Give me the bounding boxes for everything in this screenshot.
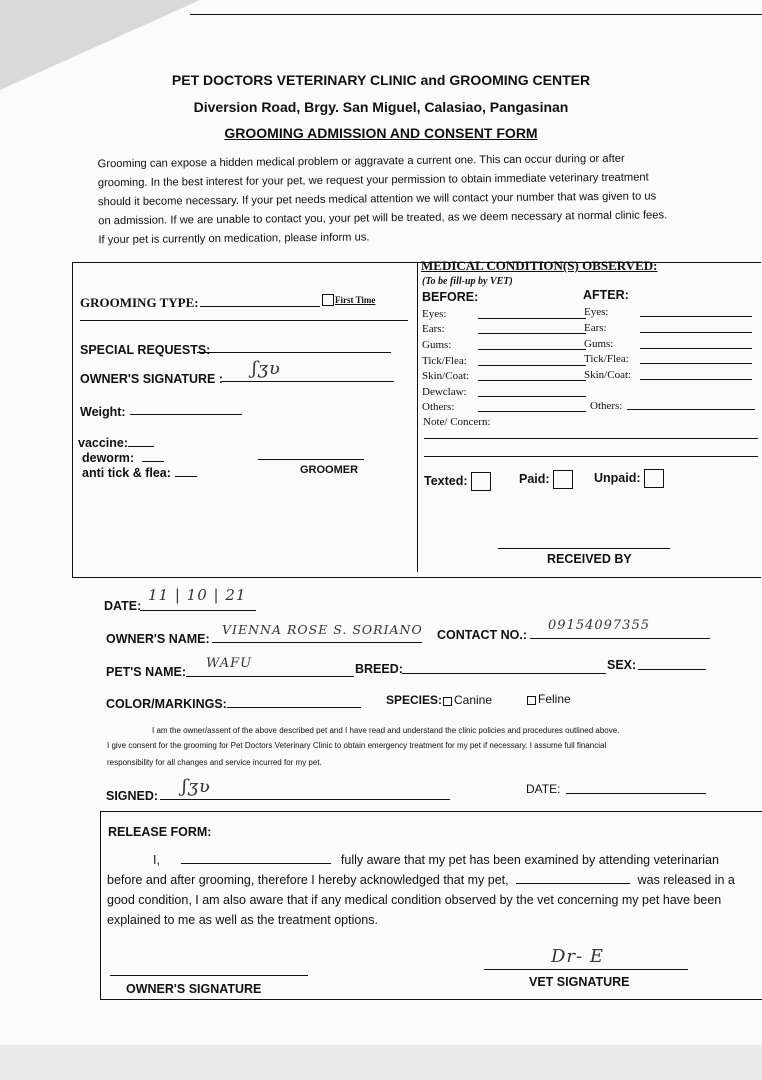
after-item-field[interactable] [640,316,752,317]
before-item-label: Eyes: [422,308,447,320]
vet-signature-mark: Dr- E [551,946,604,967]
release-owner-signature-label: OWNER'S SIGNATURE [126,982,262,996]
intro-line: on admission. If we are unable to contact you, your pet will be treated, as we deem necessary at normal clinic fees. [98,209,668,228]
before-item-field[interactable] [478,349,586,350]
date-field[interactable] [140,610,256,611]
before-item-label: Ears: [422,323,445,335]
contact-label: CONTACT NO.: [437,628,528,642]
date-label: DATE: [104,599,142,613]
release-paragraph [107,850,760,930]
contact-value: 09154097355 [548,618,650,633]
after-item-label: Eyes: [584,306,609,318]
received-by-label: RECEIVED BY [547,552,632,566]
pet-name-label: PET'S NAME: [106,665,187,679]
form-title: GROOMING ADMISSION AND CONSENT FORM [224,125,538,141]
signed-mark: ʃʒʋ [182,776,211,797]
paid-checkbox[interactable] [553,470,573,489]
anti-tick-label: anti tick & flea: [82,466,171,480]
owner-signature-mark: ʃʒʋ [252,358,281,379]
breed-field[interactable] [402,673,606,674]
anti-tick-field[interactable] [175,476,197,477]
grooming-type-extra-line[interactable] [80,320,408,321]
texted-field [424,472,491,491]
feline-label: Feline [538,692,571,706]
release-title: RELEASE FORM: [108,825,212,839]
note-label: Note/ Concern: [423,416,491,428]
after-item-field[interactable] [640,348,752,349]
before-item-field[interactable] [478,396,586,397]
release-text-b: before and after grooming, therefore I hereby acknowledged that my pet, [107,873,509,887]
clinic-address: Diversion Road, Brgy. San Miguel, Calasiao, Pangasinan [193,99,569,115]
medical-title: MEDICAL CONDITION(S) OBSERVED: [421,258,658,273]
clinic-name: PET DOCTORS VETERINARY CLINIC and GROOMING CENTER [171,72,591,88]
grooming-type-field[interactable] [200,306,320,307]
after-item-label: Tick/Flea: [584,353,629,365]
signed-field[interactable] [160,799,450,800]
received-by-line[interactable] [498,548,670,549]
sex-label: SEX: [607,658,637,672]
signed-label: SIGNED: [106,789,159,803]
grooming-type-label: GROOMING TYPE: [80,295,199,310]
after-item-field[interactable] [640,332,752,333]
release-text-a: fully aware that my pet has been examined by attending veterinarian [340,853,719,867]
vet-signature-label: VET SIGNATURE [529,975,630,989]
unpaid-checkbox[interactable] [644,469,664,488]
before-item-field[interactable] [478,411,586,412]
special-requests-field[interactable] [197,352,391,353]
intro-paragraph [98,149,719,250]
release-line [107,870,760,890]
owner-name-field[interactable] [212,642,422,643]
before-item-label: Skin/Coat: [422,370,470,382]
deworm-label: deworm: [82,451,135,465]
color-markings-field[interactable] [227,707,361,708]
release-line [107,850,760,870]
canine-checkbox[interactable] [443,697,452,706]
texted-checkbox[interactable] [471,472,491,491]
note-line-1[interactable] [424,438,758,439]
release-line: good condition, I am also aware that if any medical condition observed by the vet concerning my pet have been [107,893,722,907]
date-value: 11 | 10 | 21 [148,586,247,604]
consent-line-3: responsibility for all changes and service incurred for my pet. [107,758,322,767]
after-item-field[interactable] [640,363,752,364]
release-line: explained to me as well as the treatment options. [107,913,378,927]
intro-line: should it become necessary. If your pet needs medical attention we will contact your number that was given to us [97,190,657,209]
before-label: BEFORE: [422,290,479,304]
first-time-label: First Time [335,295,376,305]
after-item-label: Skin/Coat: [584,369,632,381]
column-divider [417,262,418,572]
before-item-field[interactable] [478,318,586,319]
groomer-signature-line[interactable] [258,459,364,460]
before-item-label: Gums: [422,339,452,351]
after-item-label: Gums: [584,338,614,350]
paid-field [519,470,573,489]
owner-signature-field[interactable] [222,381,394,382]
sex-field[interactable] [638,669,706,670]
vaccine-label: vaccine: [78,436,129,450]
species-label: SPECIES: [386,693,443,707]
before-item-label: Others: [422,401,455,413]
before-item-label: Dewclaw: [422,386,467,398]
unpaid-label: Unpaid: [594,470,641,485]
before-item-field[interactable] [478,380,586,381]
vet-signature-line[interactable] [484,969,688,970]
owner-name-value: VIENNA ROSE S. SORIANO [222,622,423,637]
contact-field[interactable] [530,638,710,639]
release-i-label: I, [153,853,160,867]
pet-name-value: WAFU [206,656,253,671]
vaccine-field[interactable] [128,446,154,447]
before-item-field[interactable] [478,333,586,334]
release-name-field[interactable] [181,850,331,864]
consent-date-label: DATE: [526,782,561,796]
paid-label: Paid: [519,471,550,486]
after-item-field[interactable] [640,379,752,380]
weight-label: Weight: [80,405,126,419]
note-line-2[interactable] [424,456,758,457]
before-item-field[interactable] [478,365,586,366]
intro-line: Grooming can expose a hidden medical problem or aggravate a current one. This can occur during or after [97,152,625,171]
after-others-field[interactable] [627,409,755,410]
intro-line: If your pet is currently on medication, please inform us. [98,231,370,247]
after-label: AFTER: [583,288,629,302]
top-edge-rule [190,14,762,15]
owner-signature-line[interactable] [110,975,308,976]
release-text-c: was released in a [637,873,735,887]
deworm-field[interactable] [142,461,164,462]
medical-subtitle: (To be fill-up by VET) [422,276,513,287]
release-pet-field[interactable] [516,870,630,884]
first-time-checkbox[interactable] [322,294,334,306]
after-item-label: Ears: [584,322,607,334]
texted-label: Texted: [424,473,468,488]
intro-line: grooming. In the best interest for your pet, we request your permission to obtain immediate veterinary treatment [97,171,649,190]
consent-line-2: I give consent for the grooming for Pet Doctors Veterinary Clinic to obtain emergency treatment for my pet if necessary. I assume full financial [107,741,607,750]
special-requests-label: SPECIAL REQUESTS: [80,343,211,357]
groomer-label: GROOMER [300,464,359,476]
breed-label: BREED: [355,662,403,676]
color-markings-label: COLOR/MARKINGS: [106,697,227,711]
before-item-label: Tick/Flea: [422,355,467,367]
unpaid-field [594,469,664,488]
after-others-label: Others: [590,400,623,412]
feline-checkbox[interactable] [527,696,536,705]
pet-name-field[interactable] [186,676,354,677]
consent-date-field[interactable] [566,793,706,794]
owner-signature-label: OWNER'S SIGNATURE : [80,372,224,386]
weight-field[interactable] [130,414,242,415]
canine-label: Canine [454,693,493,707]
owner-name-label: OWNER'S NAME: [106,632,210,646]
consent-line-1: I am the owner/assent of the above described pet and I have read and understand the clinic policies and procedures outlined above. [152,726,620,735]
